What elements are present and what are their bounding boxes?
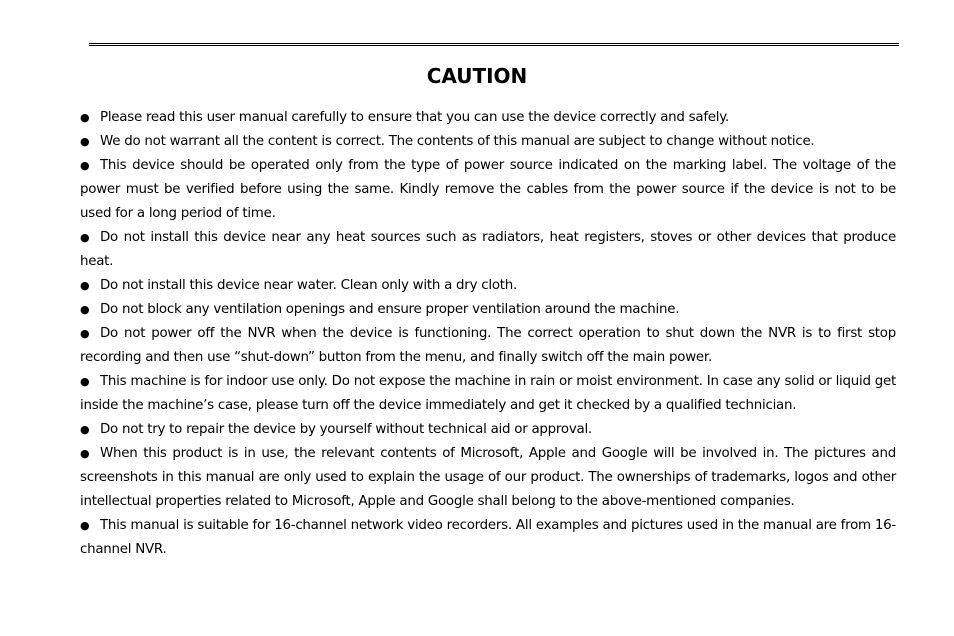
caution-text: Please read this user manual carefully to ensure that you can use the device correctly and safely.	[100, 110, 730, 125]
bullet-icon	[80, 298, 100, 322]
caution-item	[80, 298, 896, 322]
caution-text: Do not power off the NVR when the device is functioning. The correct operation to shut down the NVR is to first stop recording and then use “shut-down” button from the menu, and finally switch off the main power.	[80, 326, 896, 365]
bullet-icon	[80, 442, 100, 466]
caution-item	[80, 226, 896, 274]
bullet-icon	[80, 226, 100, 250]
bullet-icon	[80, 370, 100, 394]
caution-list	[80, 106, 896, 562]
bullet-icon	[80, 130, 100, 154]
caution-text: Do not try to repair the device by yourself without technical aid or approval.	[100, 422, 592, 437]
bullet-icon	[80, 322, 100, 346]
caution-text: This device should be operated only from the type of power source indicated on the marking label. The voltage of the power must be verified before using the same. Kindly remove the cables from the power source if the device is not to be used for a long period of time.	[80, 158, 896, 221]
caution-text: When this product is in use, the relevant contents of Microsoft, Apple and Google will be involved in. The pictures and screenshots in this manual are only used to explain the usage of our product. The ownerships of trademarks, logos and other intellectual properties related to Microsoft, Apple and Google shall belong to the above-mentioned companies.	[80, 446, 896, 509]
caution-item	[80, 106, 896, 130]
caution-item	[80, 418, 896, 442]
bullet-icon	[80, 418, 100, 442]
caution-item	[80, 370, 896, 418]
caution-item	[80, 154, 896, 226]
caution-text: Do not install this device near any heat sources such as radiators, heat registers, stoves or other devices that produce heat.	[80, 230, 896, 269]
header-rule	[89, 43, 899, 46]
bullet-icon	[80, 514, 100, 538]
caution-item	[80, 322, 896, 370]
caution-text: This machine is for indoor use only. Do not expose the machine in rain or moist environment. In case any solid or liquid get inside the machine’s case, please turn off the device immediately and get it checked by a qualified technician.	[80, 374, 896, 413]
caution-item	[80, 130, 896, 154]
caution-item	[80, 514, 896, 562]
caution-text: Do not install this device near water. Clean only with a dry cloth.	[100, 278, 518, 293]
page-title: CAUTION	[426, 64, 528, 88]
caution-text: This manual is suitable for 16-channel network video recorders. All examples and pictures used in the manual are from 16-channel NVR.	[80, 518, 896, 557]
caution-text: We do not warrant all the content is correct. The contents of this manual are subject to change without notice.	[100, 134, 815, 149]
caution-item	[80, 274, 896, 298]
caution-text: Do not block any ventilation openings and ensure proper ventilation around the machine.	[100, 302, 680, 317]
bullet-icon	[80, 106, 100, 130]
bullet-icon	[80, 274, 100, 298]
bullet-icon	[80, 154, 100, 178]
caution-item	[80, 442, 896, 514]
